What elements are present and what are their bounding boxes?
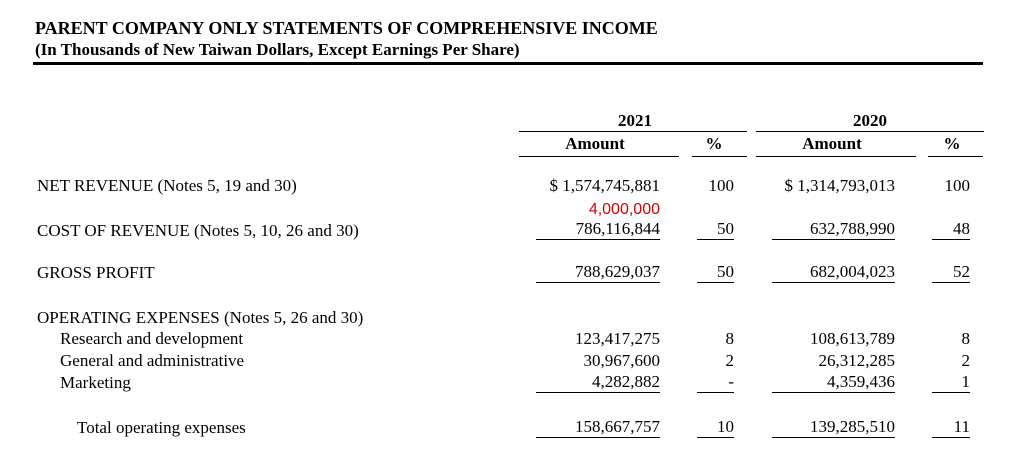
marketing-2021-amount: 4,282,882 [536,372,660,393]
research-2021-pct: 8 [725,329,734,348]
cost-of-revenue-2020-pct: 48 [932,219,970,240]
net-revenue-2021-pct: 100 [708,176,734,195]
pct-2021-rule [692,156,747,157]
net-revenue-label: NET REVENUE (Notes 5, 19 and 30) [37,176,297,195]
gross-profit-2020-amount: 682,004,023 [772,262,895,283]
total-operating-expenses-2021-amount: 158,667,757 [536,417,660,438]
page-title: PARENT COMPANY ONLY STATEMENTS OF COMPREHENSIVE INCOME [35,18,658,38]
pct-2020-rule [928,156,983,157]
net-revenue-2020-amount: $ 1,314,793,013 [784,176,895,195]
operating-expenses-heading: OPERATING EXPENSES (Notes 5, 26 and 30) [37,308,364,327]
general-admin-2021-amount: 30,967,600 [583,351,660,370]
total-operating-expenses-2020-amount: 139,285,510 [772,417,895,438]
net-revenue-2021-amount: $ 1,574,745,881 [549,176,660,195]
marketing-label: Marketing [60,373,131,392]
general-admin-2020-amount: 26,312,285 [818,351,895,370]
year-2020-header: 2020 [853,111,887,130]
gross-profit-2021-pct: 50 [697,262,734,283]
general-admin-label: General and administrative [60,351,245,370]
gross-profit-label: GROSS PROFIT [37,263,155,282]
year-2021-rule [519,131,747,132]
gross-profit-2020-pct: 52 [932,262,970,283]
marketing-2020-amount: 4,359,436 [772,372,895,393]
pct-header-2021: % [705,134,723,153]
research-2021-amount: 123,417,275 [575,329,660,348]
year-2021-header: 2021 [618,111,652,130]
net-revenue-2020-pct: 100 [944,176,970,195]
page-subtitle: (In Thousands of New Taiwan Dollars, Except Earnings Per Share) [35,40,520,59]
amount-header-2020: Amount [802,134,862,153]
research-label: Research and development [60,329,244,348]
cost-of-revenue-2021-pct: 50 [697,219,734,240]
cost-of-revenue-annotation: 4,000,000 [588,201,660,218]
amount-header-2021: Amount [565,134,625,153]
general-admin-2021-pct: 2 [725,351,734,370]
research-2020-amount: 108,613,789 [810,329,895,348]
cost-of-revenue-2021-amount: 786,116,844 [536,219,660,240]
research-2020-pct: 8 [961,329,970,348]
total-operating-expenses-2020-pct: 11 [932,417,970,438]
cost-of-revenue-2020-amount: 632,788,990 [772,219,895,240]
marketing-2020-pct: 1 [932,372,970,393]
pct-header-2020: % [943,134,961,153]
gross-profit-2021-amount: 788,629,037 [536,262,660,283]
amount-2021-rule [519,156,679,157]
total-operating-expenses-2021-pct: 10 [697,417,734,438]
title-rule [33,62,983,65]
amount-2020-rule [756,156,916,157]
total-operating-expenses-label: Total operating expenses [77,418,246,437]
marketing-2021-pct: - [697,372,734,393]
year-2020-rule [756,131,984,132]
general-admin-2020-pct: 2 [961,351,970,370]
cost-of-revenue-label: COST OF REVENUE (Notes 5, 10, 26 and 30) [37,221,359,240]
